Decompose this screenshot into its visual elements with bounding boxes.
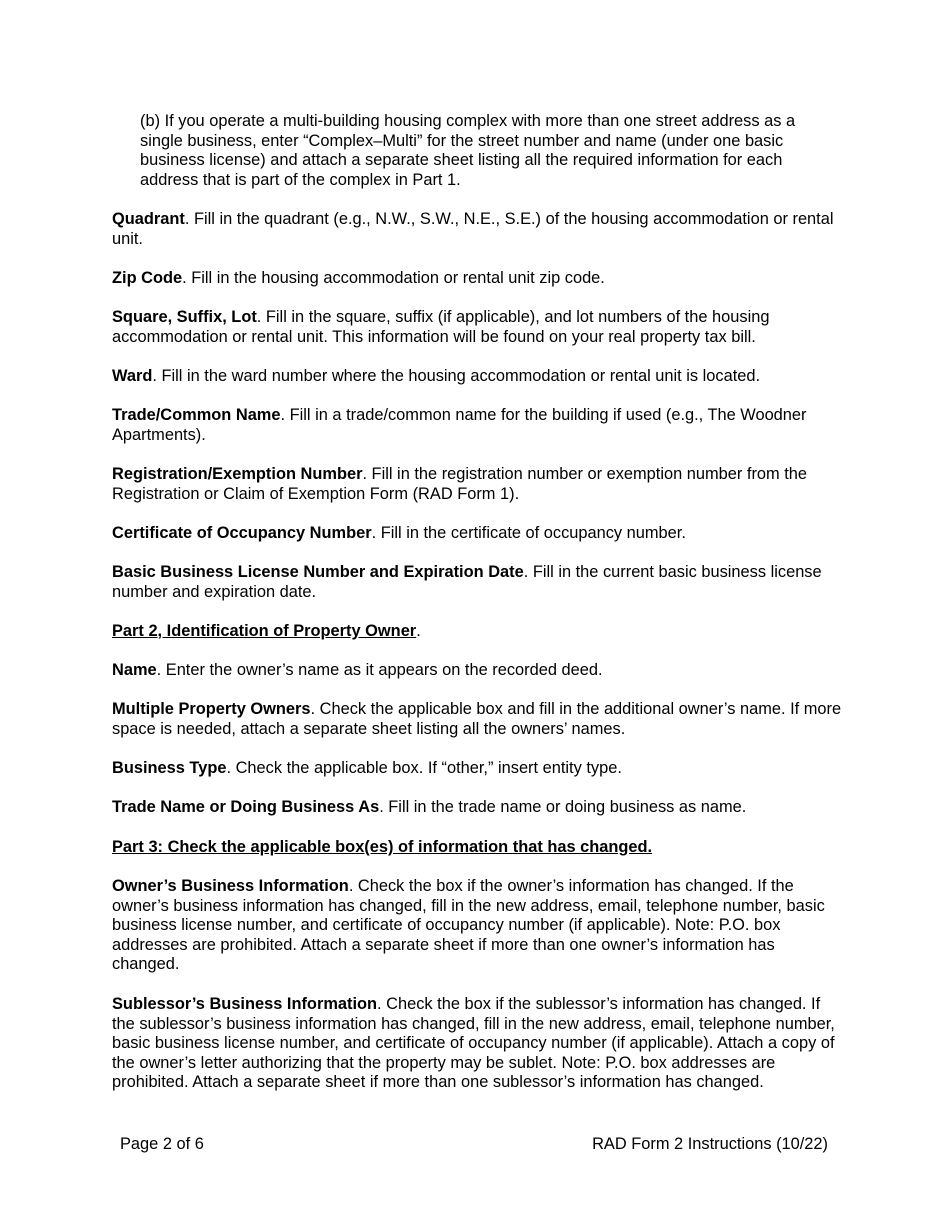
entry-term: Ward	[112, 367, 153, 385]
entry-zip-code	[112, 269, 842, 289]
section-heading-part-2	[112, 622, 842, 642]
entry-text: . Check the box if the owner’s information has changed. If the owner’s business information has changed, fill in the new address, email, telephone number, basic business license number, and certificate of occupancy number (if applicable). Note: P.O. box addresses are prohibited. Attach a separate sheet if more than one owner’s information has changed.	[112, 877, 825, 974]
entry-text: . Fill in the registration number or exemption number from the Registration or Claim of Exemption Form (RAD Form 1).	[112, 465, 808, 503]
entry-trade-name	[112, 798, 842, 818]
entry-text: . Fill in the trade name or doing business as name.	[379, 798, 747, 816]
entry-registration-exemption-number	[112, 465, 842, 504]
entry-text: . Enter the owner’s name as it appears on the recorded deed.	[156, 661, 603, 679]
part-2-heading: Part 2, Identification of Property Owner	[112, 622, 417, 640]
entry-term: Owner’s Business Information	[112, 877, 349, 895]
part-3-heading: Part 3: Check the applicable box(es) of information that has changed.	[112, 838, 653, 856]
entry-basic-business-license	[112, 563, 842, 602]
entry-text: . Check the applicable box. If “other,” insert entity type.	[226, 759, 622, 777]
entry-name	[112, 661, 842, 681]
entry-business-type	[112, 759, 842, 779]
entry-term: Trade/Common Name	[112, 406, 281, 424]
entry-text: . Fill in the ward number where the housing accommodation or rental unit is located.	[152, 367, 761, 385]
entry-term: Basic Business License Number and Expiration Date	[112, 563, 524, 581]
entry-ward	[112, 367, 842, 387]
entry-term: Multiple Property Owners	[112, 700, 311, 718]
entry-multiple-property-owners	[112, 700, 842, 739]
entry-term: Trade Name or Doing Business As	[112, 798, 380, 816]
entry-text: . Fill in a trade/common name for the building if used (e.g., The Woodner Apartments).	[112, 406, 807, 444]
entry-term: Registration/Exemption Number	[112, 465, 363, 483]
page-number: Page 2 of 6	[120, 1135, 204, 1153]
entry-term: Quadrant	[112, 210, 185, 228]
entry-quadrant	[112, 210, 842, 249]
entry-term: Name	[112, 661, 157, 679]
entry-term: Certificate of Occupancy Number	[112, 524, 372, 542]
entry-term: Business Type	[112, 759, 227, 777]
entry-text: . Fill in the current basic business license number and expiration date.	[112, 563, 822, 601]
entry-square-suffix-lot	[112, 308, 842, 347]
heading-suffix: .	[416, 622, 421, 640]
entry-text: . Check the box if the sublessor’s information has changed. If the sublessor’s business information has changed, fill in the new address, email, telephone number, basic business license number, and certificate of occupancy number (if applicable). Attach a copy of the owner’s letter authorizing that the property may be sublet. Note: P.O. box addresses are prohibited. Attach a separate sheet if more than one sublessor’s information has changed.	[112, 995, 835, 1092]
entry-text: . Fill in the housing accommodation or rental unit zip code.	[182, 269, 605, 287]
entry-owners-business-information	[112, 877, 842, 975]
entry-text: . Fill in the quadrant (e.g., N.W., S.W., N.E., S.E.) of the housing accommodation or rental unit.	[112, 210, 834, 248]
paragraph-complex-multi: (b) If you operate a multi-building housing complex with more than one street address as a single business, enter “Complex–Multi” for the street number and name (under one basic business license) and attach a separate sheet listing all the required information for each address that is part of the complex in Part 1.	[140, 112, 796, 189]
form-identifier: RAD Form 2 Instructions (10/22)	[592, 1135, 828, 1153]
entry-term: Zip Code	[112, 269, 183, 287]
entry-term: Square, Suffix, Lot	[112, 308, 257, 326]
entry-trade-common-name	[112, 406, 842, 445]
entry-term: Sublessor’s Business Information	[112, 995, 378, 1013]
entry-text: . Fill in the square, suffix (if applicable), and lot numbers of the housing accommodation or rental unit. This information will be found on your real property tax bill.	[112, 308, 770, 346]
entry-sublessors-business-information	[112, 995, 842, 1093]
entry-text: . Check the applicable box and fill in the additional owner’s name. If more space is needed, attach a separate sheet listing all the owners’ names.	[112, 700, 842, 738]
entry-certificate-of-occupancy	[112, 524, 842, 544]
section-heading-part-3	[112, 838, 842, 858]
entry-text: . Fill in the certificate of occupancy number.	[371, 524, 686, 542]
